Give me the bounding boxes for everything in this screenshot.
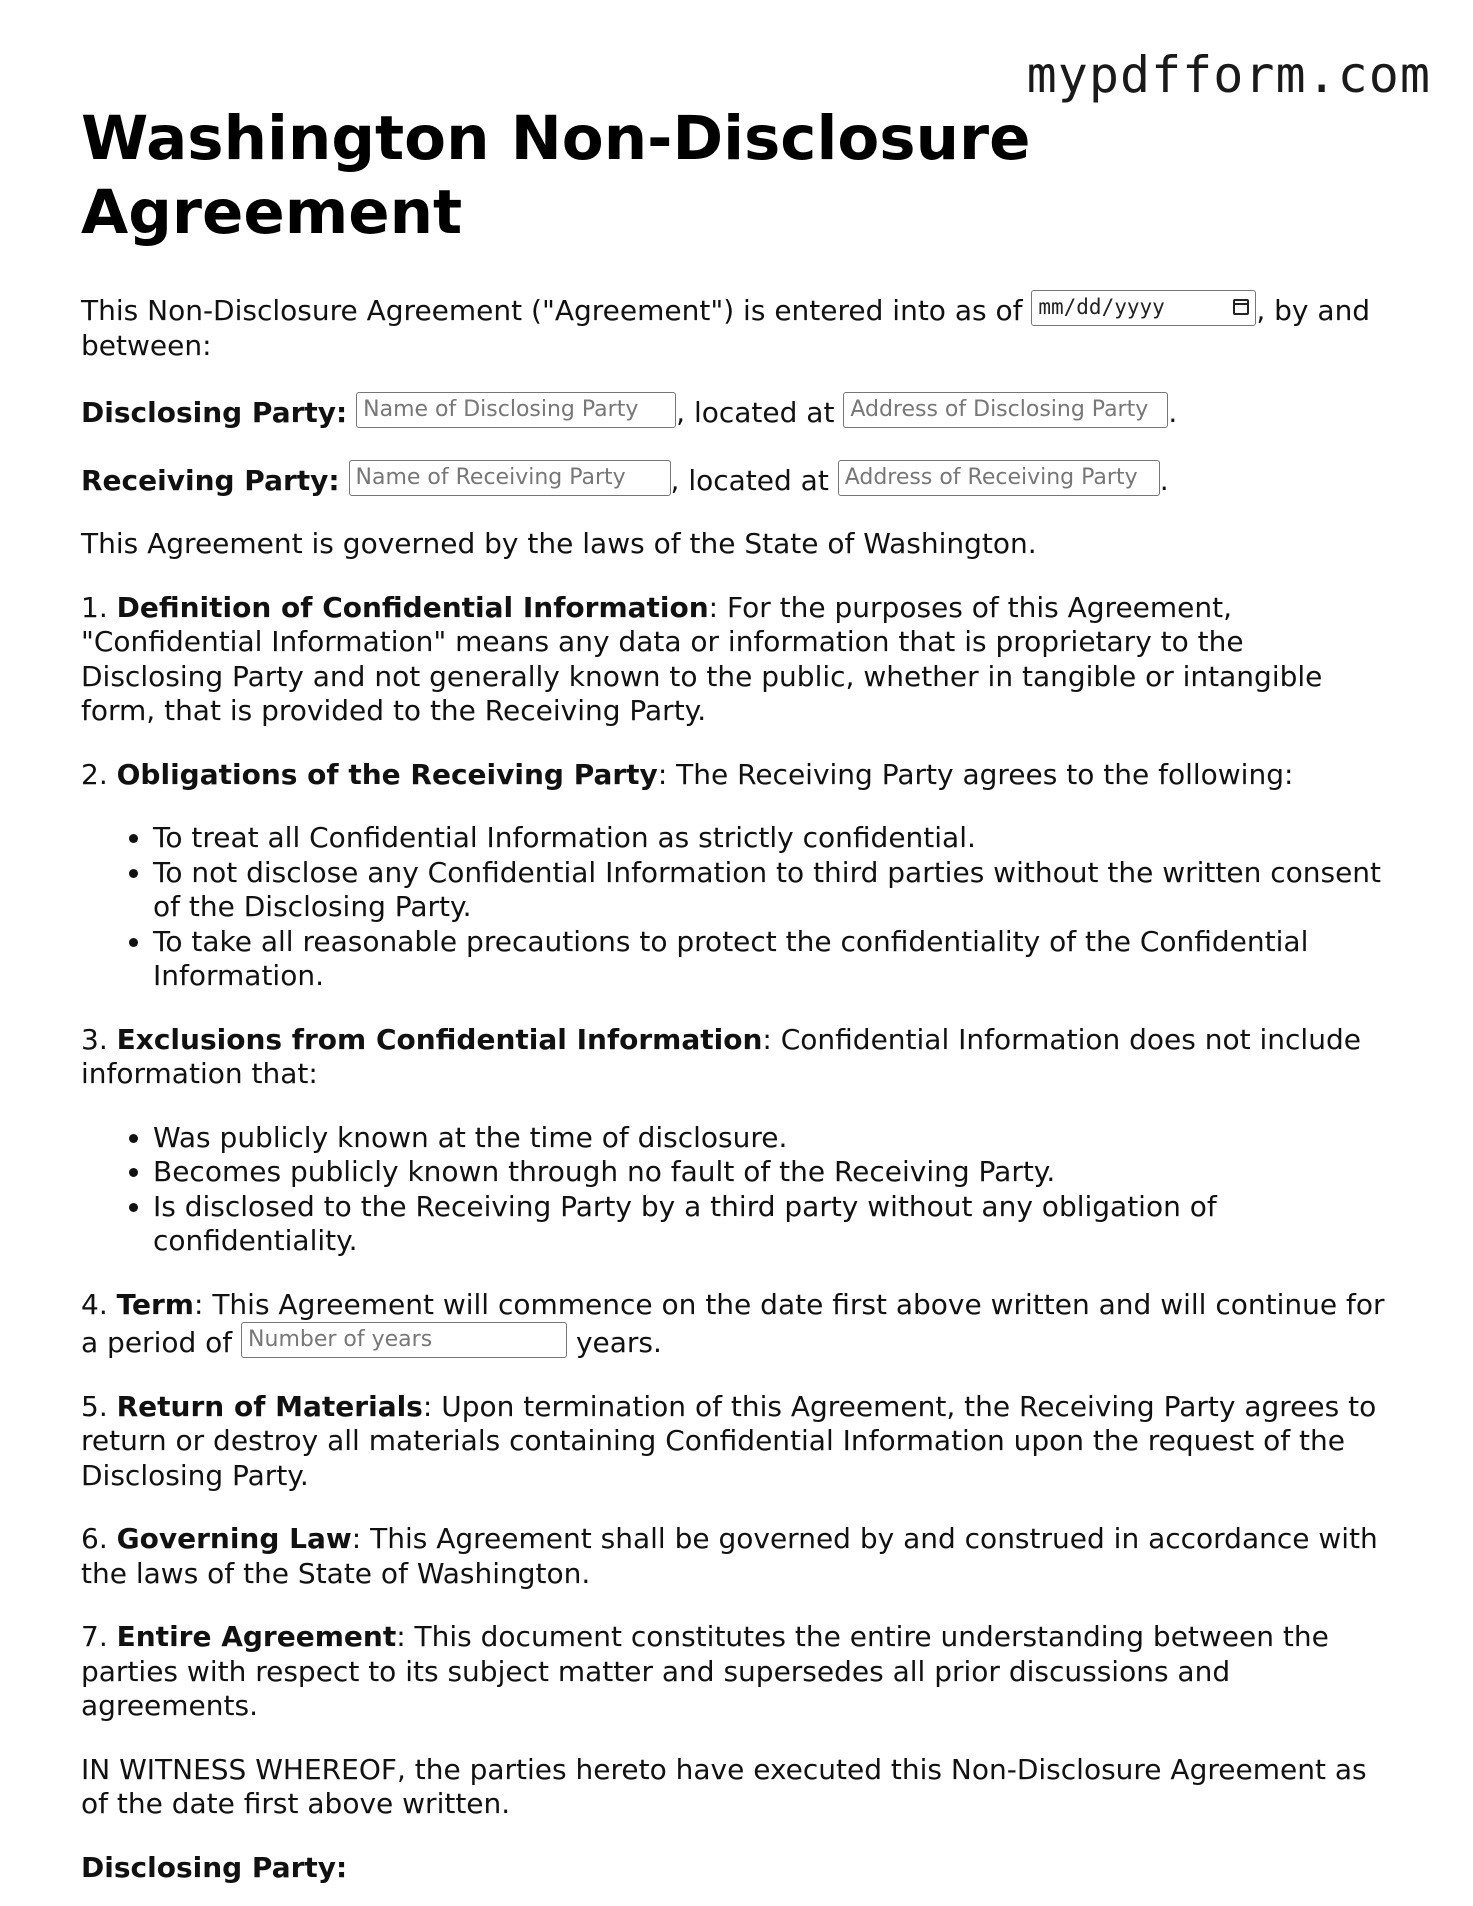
section-heading: Return of Materials bbox=[116, 1389, 423, 1423]
section-number: 4. bbox=[81, 1287, 117, 1321]
receiving-party-label: Receiving Party: bbox=[81, 463, 340, 497]
section-4 bbox=[81, 1288, 1391, 1361]
section-text: : Upon termination of this Agreement, the Receiving Party agrees to return or destroy all materials containing Confidential Information upon the request of the Disclosing Party. bbox=[81, 1389, 1377, 1492]
agreement-date-input[interactable] bbox=[1031, 290, 1256, 326]
section-1 bbox=[81, 591, 1391, 729]
disclosing-party-label: Disclosing Party: bbox=[81, 396, 348, 429]
section-3 bbox=[81, 1023, 1391, 1092]
section-number: 1. bbox=[81, 590, 117, 624]
receiving-party-address-input[interactable]: Address of Receiving Party bbox=[838, 460, 1160, 496]
intro-paragraph bbox=[81, 290, 1391, 363]
section-text: : For the purposes of this Agreement, "Confidential Information" means any data or information that is proprietary to the Disclosing Party and not generally known to the public, whether in tangible or intangible form, that is provided to the Receiving Party. bbox=[81, 590, 1323, 727]
disclosing-party-address-input[interactable]: Address of Disclosing Party bbox=[843, 392, 1168, 428]
section-5 bbox=[81, 1390, 1391, 1494]
page-title: Washington Non-Disclosure Agreement bbox=[81, 103, 1031, 248]
section-text: : This document constitutes the entire understanding between the parties with respect to its subject matter and supersedes all prior discussions and agreements. bbox=[81, 1620, 1329, 1722]
obligations-list bbox=[81, 821, 1391, 994]
section-heading: Governing Law bbox=[116, 1522, 352, 1555]
receiving-party-line bbox=[81, 460, 1391, 499]
calendar-icon[interactable] bbox=[1233, 299, 1249, 315]
term-years-input[interactable]: Number of years bbox=[241, 1322, 567, 1358]
section-6 bbox=[81, 1522, 1391, 1591]
list-item: • Is disclosed to the Receiving Party by a third party without any obligation of confidentiality. bbox=[153, 1190, 1391, 1259]
list-item: • To take all reasonable precautions to protect the confidentiality of the Confidential Information. bbox=[153, 925, 1391, 994]
section-number: 5. bbox=[81, 1389, 117, 1423]
period: . bbox=[1159, 463, 1169, 497]
located-at-text: , located at bbox=[670, 463, 838, 497]
section-text: : This Agreement will commence on the date first above written and will continue for a period of bbox=[81, 1287, 1385, 1359]
years-text: years. bbox=[567, 1326, 662, 1359]
section-text: : This Agreement shall be governed by and construed in accordance with the laws of the State of Washington. bbox=[81, 1522, 1378, 1590]
watermark: mypdfform.com bbox=[1026, 46, 1431, 104]
exclusions-list bbox=[81, 1121, 1391, 1259]
list-item: • Becomes publicly known through no fault of the Receiving Party. bbox=[153, 1155, 1391, 1190]
section-2 bbox=[81, 758, 1391, 793]
section-heading: Exclusions from Confidential Information bbox=[116, 1022, 763, 1056]
disclosing-party-line bbox=[81, 392, 1391, 431]
intro-text-end: , by and between: bbox=[81, 294, 1371, 362]
section-heading: Entire Agreement bbox=[116, 1620, 397, 1653]
section-heading: Obligations of the Receiving Party bbox=[116, 757, 658, 791]
section-number: 6. bbox=[81, 1522, 117, 1555]
list-item: • Was publicly known at the time of disclosure. bbox=[153, 1121, 1391, 1156]
section-number: 7. bbox=[81, 1620, 117, 1653]
list-item: • To not disclose any Confidential Information to third parties without the written consent of the Disclosing Party. bbox=[153, 856, 1391, 925]
section-text: : Confidential Information does not include information that: bbox=[81, 1022, 1361, 1090]
date-placeholder: mm/dd/yyyy bbox=[1038, 295, 1165, 319]
governed-statement: This Agreement is governed by the laws of the State of Washington. bbox=[81, 527, 1037, 560]
witness-statement: IN WITNESS WHEREOF, the parties hereto have executed this Non-Disclosure Agreement as of the date first above written. bbox=[81, 1752, 1367, 1820]
located-at-text: , located at bbox=[676, 396, 844, 429]
document bbox=[81, 102, 1391, 1885]
section-heading: Term bbox=[116, 1287, 194, 1321]
section-text: : The Receiving Party agrees to the following: bbox=[657, 757, 1294, 791]
disclosing-party-name-input[interactable]: Name of Disclosing Party bbox=[356, 392, 676, 428]
section-number: 3. bbox=[81, 1022, 117, 1056]
section-number: 2. bbox=[81, 757, 117, 791]
intro-text: This Non-Disclosure Agreement ("Agreement") is entered into as of bbox=[81, 294, 1032, 327]
list-item: • To treat all Confidential Information as strictly confidential. bbox=[153, 821, 1391, 856]
period: . bbox=[1168, 396, 1178, 429]
signature-block bbox=[81, 1851, 1391, 1886]
receiving-party-name-input[interactable]: Name of Receiving Party bbox=[349, 460, 671, 496]
section-7 bbox=[81, 1620, 1391, 1724]
signature-label: Disclosing Party: bbox=[81, 1850, 348, 1884]
section-heading: Definition of Confidential Information bbox=[116, 590, 709, 624]
